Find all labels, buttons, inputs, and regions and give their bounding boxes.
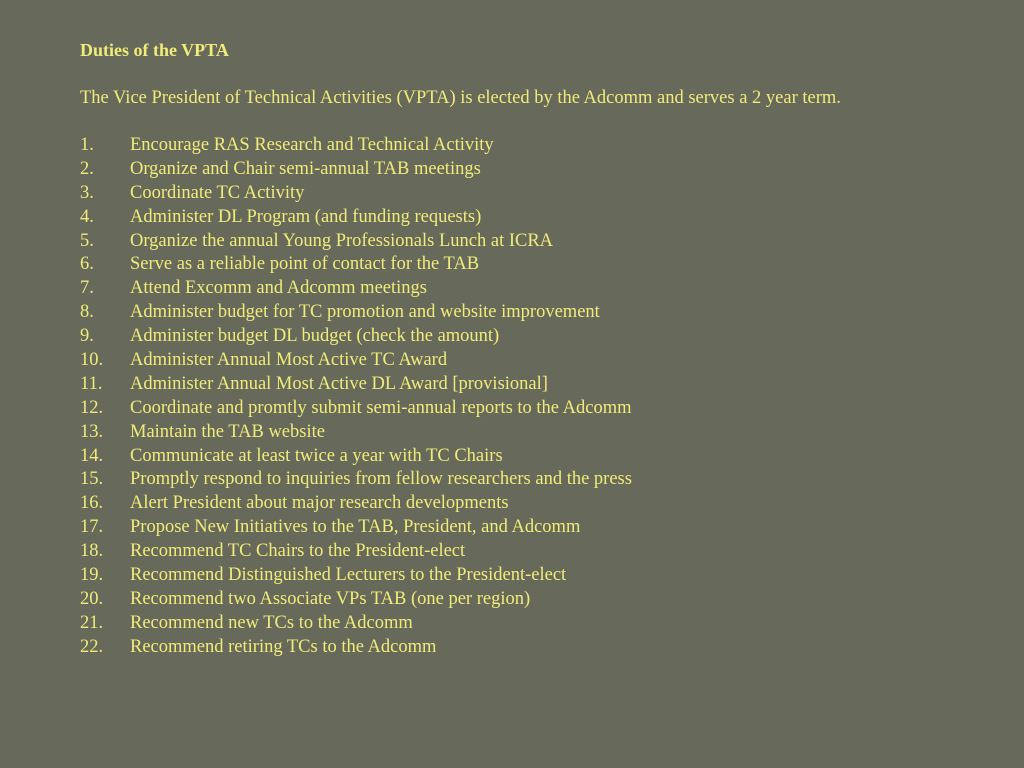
duty-item xyxy=(80,277,1000,301)
duty-text: Recommend new TCs to the Adcomm xyxy=(130,612,413,633)
duty-number: 1. xyxy=(80,135,94,155)
duty-text: Administer Annual Most Active DL Award [provisional] xyxy=(130,373,548,394)
duty-text: Administer Annual Most Active TC Award xyxy=(130,350,448,371)
duty-text: Administer budget DL budget (check the amount) xyxy=(130,326,500,347)
duty-number: 20. xyxy=(80,588,104,609)
duty-text: Attend Excomm and Adcomm meetings xyxy=(130,278,427,299)
duty-item xyxy=(80,540,1000,564)
duty-item xyxy=(80,253,1000,277)
duty-number: 7. xyxy=(80,278,94,299)
duty-number: 14. xyxy=(80,445,104,466)
duty-item xyxy=(80,325,1000,349)
duty-text: Serve as a reliable point of contact for the TAB xyxy=(130,254,480,275)
duty-text: Alert President about major research developments xyxy=(130,493,509,514)
duty-item xyxy=(80,612,1000,636)
duty-item xyxy=(80,445,1000,469)
duty-text: Administer DL Program (and funding requests) xyxy=(130,206,482,227)
duty-number: 21. xyxy=(80,612,104,633)
duty-text: Recommend two Associate VPs TAB (one per region) xyxy=(130,588,531,609)
duty-number: 13. xyxy=(80,421,104,442)
duty-number: 15. xyxy=(80,469,104,490)
duty-number: 22. xyxy=(80,636,104,657)
duty-item xyxy=(80,182,1000,206)
duty-item xyxy=(80,349,1000,373)
duty-item xyxy=(80,301,1000,325)
duty-item xyxy=(80,636,1000,660)
slide xyxy=(80,38,1000,660)
duty-number: 5. xyxy=(80,230,94,251)
duty-number: 3. xyxy=(80,182,94,203)
duty-number: 17. xyxy=(80,517,104,538)
slide-title: Duties of the VPTA xyxy=(80,40,229,60)
duty-item xyxy=(80,564,1000,588)
duty-item xyxy=(80,134,1000,158)
duties-list xyxy=(80,134,1000,660)
duty-text: Communicate at least twice a year with TC Chairs xyxy=(130,445,503,466)
duty-item xyxy=(80,492,1000,516)
duty-number: 10. xyxy=(80,350,104,371)
duty-text: Propose New Initiatives to the TAB, President, and Adcomm xyxy=(130,517,581,538)
duty-number: 12. xyxy=(80,397,104,418)
duty-text: Organize and Chair semi-annual TAB meetings xyxy=(130,158,481,179)
duty-text: Coordinate and promtly submit semi-annual reports to the Adcomm xyxy=(130,397,632,418)
duty-number: 16. xyxy=(80,493,104,514)
duty-text: Promptly respond to inquiries from fellow researchers and the press xyxy=(130,469,632,490)
duty-item xyxy=(80,397,1000,421)
duty-number: 6. xyxy=(80,254,94,275)
duty-item xyxy=(80,373,1000,397)
duty-number: 4. xyxy=(80,206,94,227)
duty-item xyxy=(80,206,1000,230)
duty-number: 19. xyxy=(80,565,104,586)
duty-text: Maintain the TAB website xyxy=(130,421,325,442)
duty-number: 9. xyxy=(80,326,94,347)
duty-text: Administer budget for TC promotion and website improvement xyxy=(130,302,600,323)
duty-number: 8. xyxy=(80,302,94,323)
duty-number: 11. xyxy=(80,373,103,394)
duty-item xyxy=(80,468,1000,492)
duty-text: Recommend Distinguished Lecturers to the President-elect xyxy=(130,565,567,586)
duty-item xyxy=(80,588,1000,612)
intro-paragraph: The Vice President of Technical Activities (VPTA) is elected by the Adcomm and serves a 2 year term. xyxy=(80,88,841,108)
duty-number: 18. xyxy=(80,541,104,562)
duty-item xyxy=(80,230,1000,254)
duty-item xyxy=(80,421,1000,445)
duty-item xyxy=(80,158,1000,182)
duty-text: Recommend TC Chairs to the President-elect xyxy=(130,541,466,562)
duty-item xyxy=(80,516,1000,540)
duty-text: Encourage RAS Research and Technical Activity xyxy=(130,135,494,155)
duty-text: Organize the annual Young Professionals Lunch at ICRA xyxy=(130,230,554,251)
duty-number: 2. xyxy=(80,158,94,179)
duty-text: Coordinate TC Activity xyxy=(130,182,305,203)
duty-text: Recommend retiring TCs to the Adcomm xyxy=(130,636,437,657)
